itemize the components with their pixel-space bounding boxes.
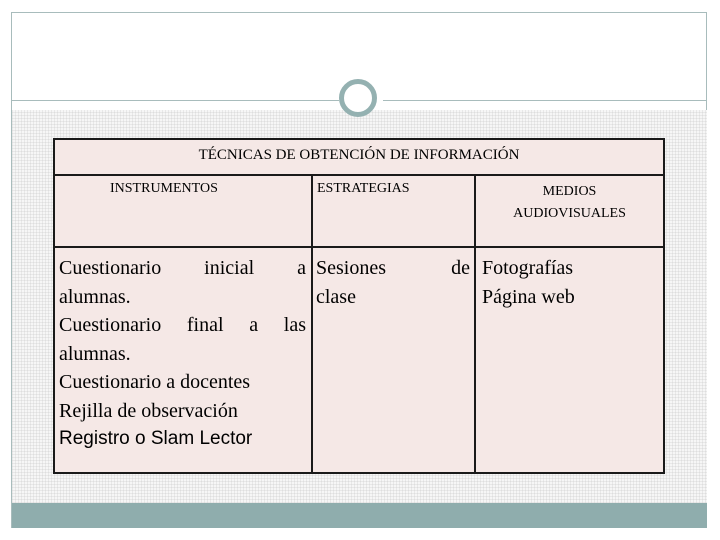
divider-line-left xyxy=(12,100,339,101)
instrumento-line: alumnas. xyxy=(59,342,131,365)
medio-line: Fotografías xyxy=(482,257,574,279)
instrumento-line: Rejilla de observación xyxy=(59,399,238,422)
instrumento-line: Cuestionario final a las xyxy=(59,314,306,336)
header-medios-line2: AUDIOVISUALES xyxy=(513,206,626,221)
divider-line-right xyxy=(383,100,707,101)
instrumento-line: Registro o Slam Lector xyxy=(59,428,253,449)
header-estrategias: ESTRATEGIAS xyxy=(312,175,475,247)
header-medios xyxy=(475,175,664,247)
instrumentos-cell xyxy=(54,247,312,473)
estrategia-line: Sesiones de xyxy=(316,257,470,279)
instrumento-line: Cuestionario inicial a xyxy=(59,257,306,279)
header-instrumentos: INSTRUMENTOS xyxy=(54,175,312,247)
instrumento-line: alumnas. xyxy=(59,285,131,308)
medio-line: Página web xyxy=(482,285,575,308)
header-medios-line1: MEDIOS xyxy=(542,184,597,199)
instrumento-line: Cuestionario a docentes xyxy=(59,371,251,393)
medios-cell xyxy=(475,247,664,473)
techniques-table xyxy=(53,138,665,474)
estrategias-cell xyxy=(312,247,475,473)
table-title: TÉCNICAS DE OBTENCIÓN DE INFORMACIÓN xyxy=(54,139,664,175)
bottom-bar xyxy=(12,503,707,528)
circle-ornament xyxy=(339,79,377,117)
estrategia-line: clase xyxy=(316,285,356,308)
